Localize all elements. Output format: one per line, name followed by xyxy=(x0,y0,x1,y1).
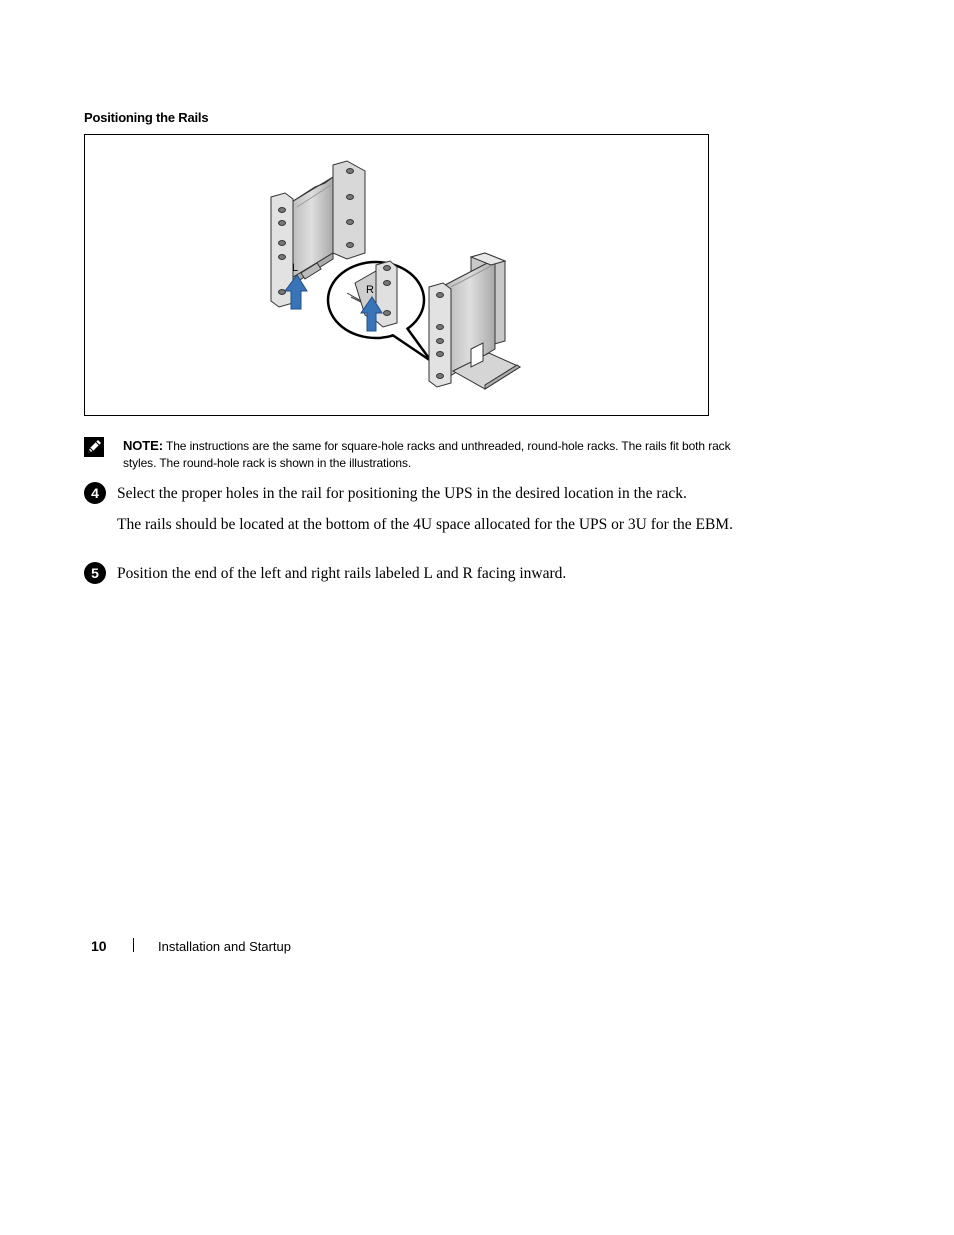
page-number: 10 xyxy=(91,938,107,954)
right-rail xyxy=(429,253,520,389)
pencil-note-icon xyxy=(84,437,104,457)
step-number-badge: 5 xyxy=(84,562,106,584)
step-number-badge: 4 xyxy=(84,482,106,504)
rail-diagram xyxy=(85,135,708,415)
footer-divider xyxy=(133,938,134,952)
zoom-callout xyxy=(328,261,431,361)
rail-illustration xyxy=(84,134,709,416)
note-paragraph xyxy=(123,437,763,472)
step-text: Position the end of the left and right rails labeled L and R facing inward. xyxy=(117,565,567,582)
note-label: NOTE: xyxy=(123,438,163,453)
footer-section-title: Installation and Startup xyxy=(158,939,291,954)
left-rail-label: L xyxy=(292,262,299,274)
step-subtext: The rails should be located at the bottom of the 4U space allocated for the UPS or 3U for the EBM. xyxy=(117,516,733,533)
figure-caption: Positioning the Rails xyxy=(84,110,209,125)
step-text: Select the proper holes in the rail for positioning the UPS in the desired location in the rack. xyxy=(117,485,687,502)
note-body: The instructions are the same for square-hole racks and unthreaded, round-hole racks. The rails fit both rack styles. The round-hole rack is shown in the illustrations. xyxy=(123,439,731,470)
right-rail-zoom-label: R xyxy=(366,284,374,296)
